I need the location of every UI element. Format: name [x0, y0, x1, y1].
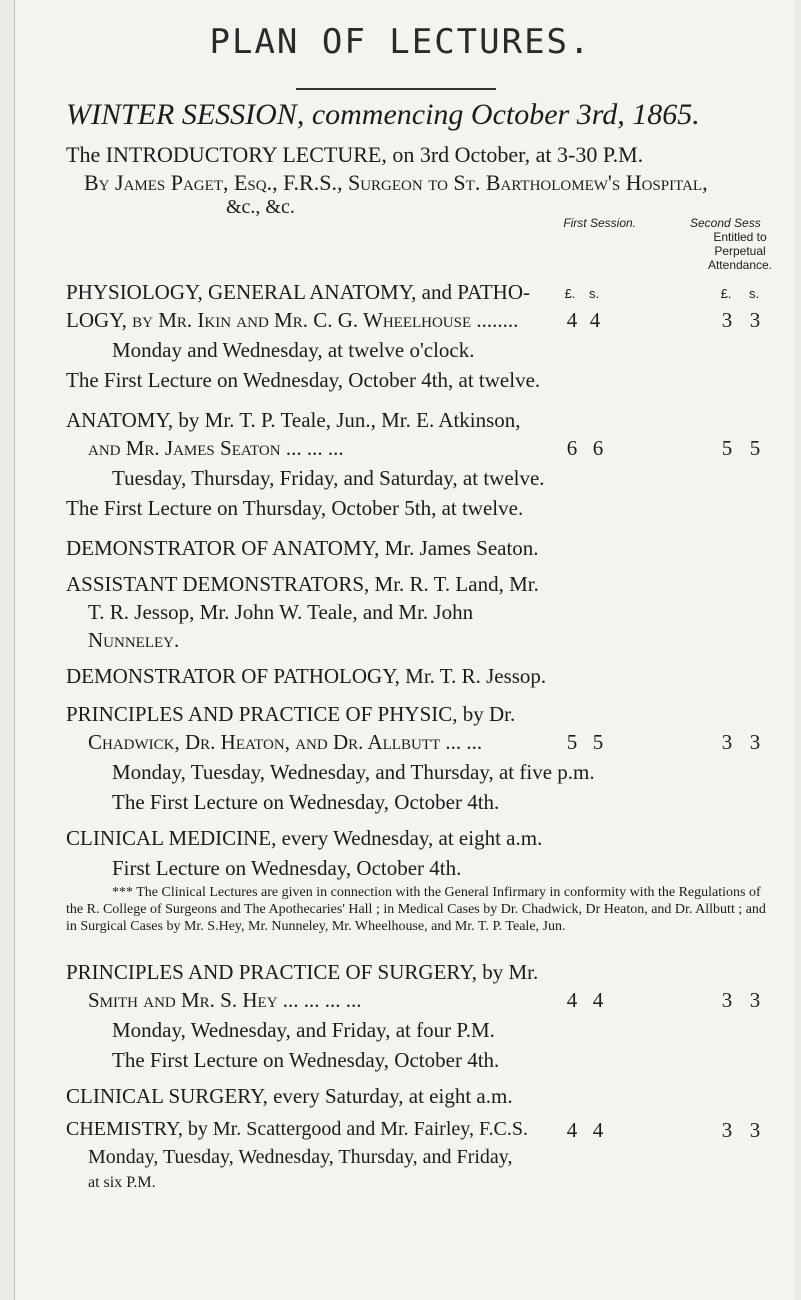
shilling-header-2: s. [748, 286, 760, 301]
title-divider [296, 88, 496, 90]
clinical-medicine-first: First Lecture on Wednesday, October 4th. [112, 856, 462, 880]
anatomy-line-2: and Mr. James Seaton ... ... ... [88, 436, 344, 460]
chemistry-fee1-shillings: 4 [592, 1118, 604, 1142]
physic-fee2-pounds: 3 [721, 730, 733, 754]
assistant-line-2: T. R. Jessop, Mr. John W. Teale, and Mr. John [88, 600, 474, 624]
surgery-fee2-pounds: 3 [721, 988, 733, 1012]
anatomy-fee1-pounds: 6 [566, 436, 578, 460]
chemistry-fee2-shillings: 3 [749, 1118, 761, 1142]
physic-fee1-pounds: 5 [566, 730, 578, 754]
pound-header-2: £. [720, 286, 732, 301]
physiology-fee2-shillings: 3 [749, 308, 761, 332]
physic-first: The First Lecture on Wednesday, October 4th. [112, 790, 500, 814]
surgery-time: Monday, Wednesday, and Friday, at four P.M. [112, 1018, 495, 1042]
clinical-lectures-note: *** The Clinical Lectures are given in connection with the General Infirmary in conformity with the Regulations of the R. College of Surgeons and The Apothecaries' Hall ; in Medical Cases by Dr. Chadwick, Dr Heaton, and Dr. Allbutt ; and in Surgical Cases by Mr. S.Hey, Mr. Nunneley, Mr. Wheelhouse, and Mr. T. P. Teale, Jun. [66, 885, 766, 934]
physiology-fee1-pounds: 4 [566, 308, 578, 332]
anatomy-time: Tuesday, Thursday, Friday, and Saturday, at twelve. [112, 466, 545, 490]
physic-fee1-shillings: 5 [592, 730, 604, 754]
chemistry-time-2: at six P.M. [88, 1174, 156, 1191]
session-heading: WINTER SESSION, commencing October 3rd, 1865. [66, 98, 700, 131]
anatomy-fee2-shillings: 5 [749, 436, 761, 460]
demonstrator-anatomy: DEMONSTRATOR OF ANATOMY, Mr. James Seaton. [66, 536, 539, 560]
assistant-line-1: ASSISTANT DEMONSTRATORS, Mr. R. T. Land, Mr. [66, 572, 539, 596]
surgery-first: The First Lecture on Wednesday, October 4th. [112, 1048, 500, 1072]
clinical-medicine-line-1: CLINICAL MEDICINE, every Wednesday, at eight a.m. [66, 826, 543, 850]
column-second-session: Second Sess [690, 216, 761, 230]
page-title: PLAN OF LECTURES. [209, 22, 592, 62]
physiology-fee1-shillings: 4 [589, 308, 601, 332]
anatomy-fee1-shillings: 6 [592, 436, 604, 460]
anatomy-first: The First Lecture on Thursday, October 5th, at twelve. [66, 496, 524, 520]
chemistry-time: Monday, Tuesday, Wednesday, Thursday, and Friday, [88, 1146, 513, 1168]
physiology-fee2-pounds: 3 [721, 308, 733, 332]
anatomy-line-1: ANATOMY, by Mr. T. P. Teale, Jun., Mr. E. Atkinson, [66, 408, 521, 432]
chemistry-line-1: CHEMISTRY, by Mr. Scattergood and Mr. Fairley, F.C.S. [66, 1118, 528, 1140]
surgery-fee2-shillings: 3 [749, 988, 761, 1012]
surgery-line-1: PRINCIPLES AND PRACTICE OF SURGERY, by Mr. [66, 960, 539, 984]
surgery-line-2: Smith and Mr. S. Hey ... ... ... ... [88, 988, 362, 1012]
shilling-header-1: s. [588, 286, 600, 301]
column-attendance: Attendance. [707, 258, 773, 272]
assistant-line-3: Nunneley. [88, 628, 180, 652]
chemistry-fee1-pounds: 4 [566, 1118, 578, 1142]
physiology-first: The First Lecture on Wednesday, October 4th, at twelve. [66, 368, 541, 392]
physiology-time: Monday and Wednesday, at twelve o'clock. [112, 338, 475, 362]
chemistry-fee2-pounds: 3 [721, 1118, 733, 1142]
intro-line-1: The INTRODUCTORY LECTURE, on 3rd October, at 3-30 P.M. [66, 142, 644, 167]
physic-time: Monday, Tuesday, Wednesday, and Thursday, at five p.m. [112, 760, 595, 784]
physiology-line-1: PHYSIOLOGY, GENERAL ANATOMY, and PATHO- [66, 280, 530, 304]
physic-line-2: Chadwick, Dr. Heaton, and Dr. Allbutt ... ... [88, 730, 483, 754]
column-entitled: Entitled to [713, 230, 767, 244]
clinical-surgery: CLINICAL SURGERY, every Saturday, at eight a.m. [66, 1084, 513, 1108]
physiology-line-2: LOGY, by Mr. Ikin and Mr. C. G. Wheelhouse ........ [66, 308, 519, 332]
surgery-fee1-pounds: 4 [566, 988, 578, 1012]
surgery-fee1-shillings: 4 [592, 988, 604, 1012]
intro-line-2: By James Paget, Esq., F.R.S., Surgeon to St. Bartholomew's Hospital, [84, 170, 708, 195]
intro-line-3: &c., &c. [226, 196, 295, 218]
physic-fee2-shillings: 3 [749, 730, 761, 754]
column-first-session: First Session. [563, 216, 636, 230]
column-perpetual: Perpetual [714, 244, 766, 258]
demonstrator-pathology: DEMONSTRATOR OF PATHOLOGY, Mr. T. R. Jessop. [66, 664, 547, 688]
anatomy-fee2-pounds: 5 [721, 436, 733, 460]
physic-line-1: PRINCIPLES AND PRACTICE OF PHYSIC, by Dr. [66, 702, 516, 726]
pound-header-1: £. [564, 286, 576, 301]
